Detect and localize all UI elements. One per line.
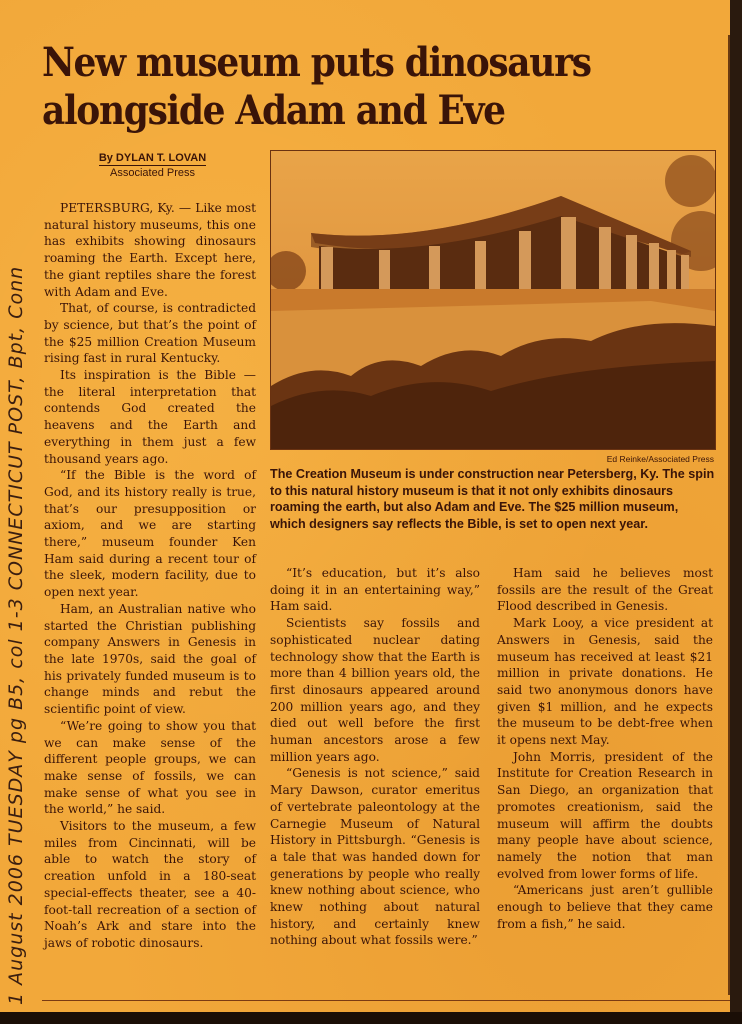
paragraph: Ham, an Australian native who started the Christian publishing company Answers in Genesis in the late 1970s, said the goal of his privately funded museum is to change minds and rebut the scientific point of view. [44, 601, 256, 717]
headline: New museum puts dinosaurs alongside Adam and Eve [42, 38, 591, 134]
photo-caption: The Creation Museum is under construction near Petersberg, Ky. The spin to this natural history museum is that it not only exhibits dinosaurs roaming the earth, but also Adam and Eve. The $25 million museum, which designers say reflects the Bible, is set to open next year. [270, 467, 715, 531]
handwritten-note: 1 August 2006 TUESDAY pg B5, col 1-3 CONNECTICUT POST, Bpt, Conn [5, 265, 27, 1005]
museum-building-image [271, 151, 715, 449]
paragraph: “We’re going to show you that we can make sense of the different people groups, we can make sense of fossils, we can make sense of what you see in the world,” he said. [44, 718, 256, 817]
paragraph: Its inspiration is the Bible — the literal interpretation that contends God created the heavens and the Earth and everything in them just a few thousand years ago. [44, 368, 256, 466]
article-column-3 [497, 565, 713, 932]
paragraph: “It’s education, but it’s also doing it in an entertaining way,” Ham said. [270, 566, 480, 614]
photo-credit: Ed Reinke/Associated Press [606, 454, 714, 464]
bottom-rule [42, 1000, 730, 1001]
paragraph: Ham said he believes most fossils are the result of the Great Flood described in Genesis. [497, 566, 713, 614]
paragraph: “Americans just aren’t gullible enough to believe that they came from a fish,” he said. [497, 883, 713, 931]
paragraph: Mark Looy, a vice president at Answers in Genesis, said the museum has received at least $21 million in private donations. He said two anonymous donors have given $1 million, and he expects the museum to be debt-free when it opens next May. [497, 616, 713, 748]
paragraph: “Genesis is not science,” said Mary Dawson, curator emeritus of vertebrate paleontology at the Carnegie Museum of Natural History in Pittsburgh. “Genesis is a tale that was handed down for generations by people who really knew nothing about science, who knew nothing about natural history, and certainly knew nothing about what fossils were.” [270, 766, 480, 948]
paragraph: Scientists say fossils and sophisticated nuclear dating technology show that the Earth is more than 4 billion years old, the first dinosaurs appeared around 200 million years ago, and they died out well before the first human ancestors arose a few million years ago. [270, 616, 480, 764]
museum-photo [270, 150, 716, 450]
background-edge [0, 1012, 742, 1024]
paragraph: Visitors to the museum, a few miles from Cincinnati, will be able to watch the story of creation unfold in a 180-seat special-effects theater, see a 40-foot-tall recreation of a section of Noah’s Ark and stare into the jaws of robotic dinosaurs. [44, 819, 256, 950]
byline [70, 152, 235, 179]
article-column-1 [44, 200, 256, 952]
author-name: By DYLAN T. LOVAN [98, 152, 207, 164]
paragraph: That, of course, is contradicted by science, but that’s the point of the $25 million Creation Museum rising fast in rural Kentucky. [44, 301, 256, 366]
article-column-2 [270, 565, 480, 949]
paragraph: John Morris, president of the Institute for Creation Research in San Diego, an organization that promotes creationism, said the museum will affirm the doubts many people have about science, namely the notion that man evolved from lower forms of life. [497, 749, 713, 881]
author-organization: Associated Press [110, 167, 195, 179]
clipping-edge [728, 35, 730, 995]
paragraph: PETERSBURG, Ky. — Like most natural history museums, this one has exhibits showing dinosaurs roaming the Earth. Except here, the giant reptiles share the forest with Adam and Eve. [44, 201, 256, 299]
paragraph: “If the Bible is the word of God, and its history really is true, that’s our presupposition or axiom, and we are starting there,” museum founder Ken Ham said during a recent tour of the sleek, modern facility, due to open next year. [44, 468, 256, 600]
